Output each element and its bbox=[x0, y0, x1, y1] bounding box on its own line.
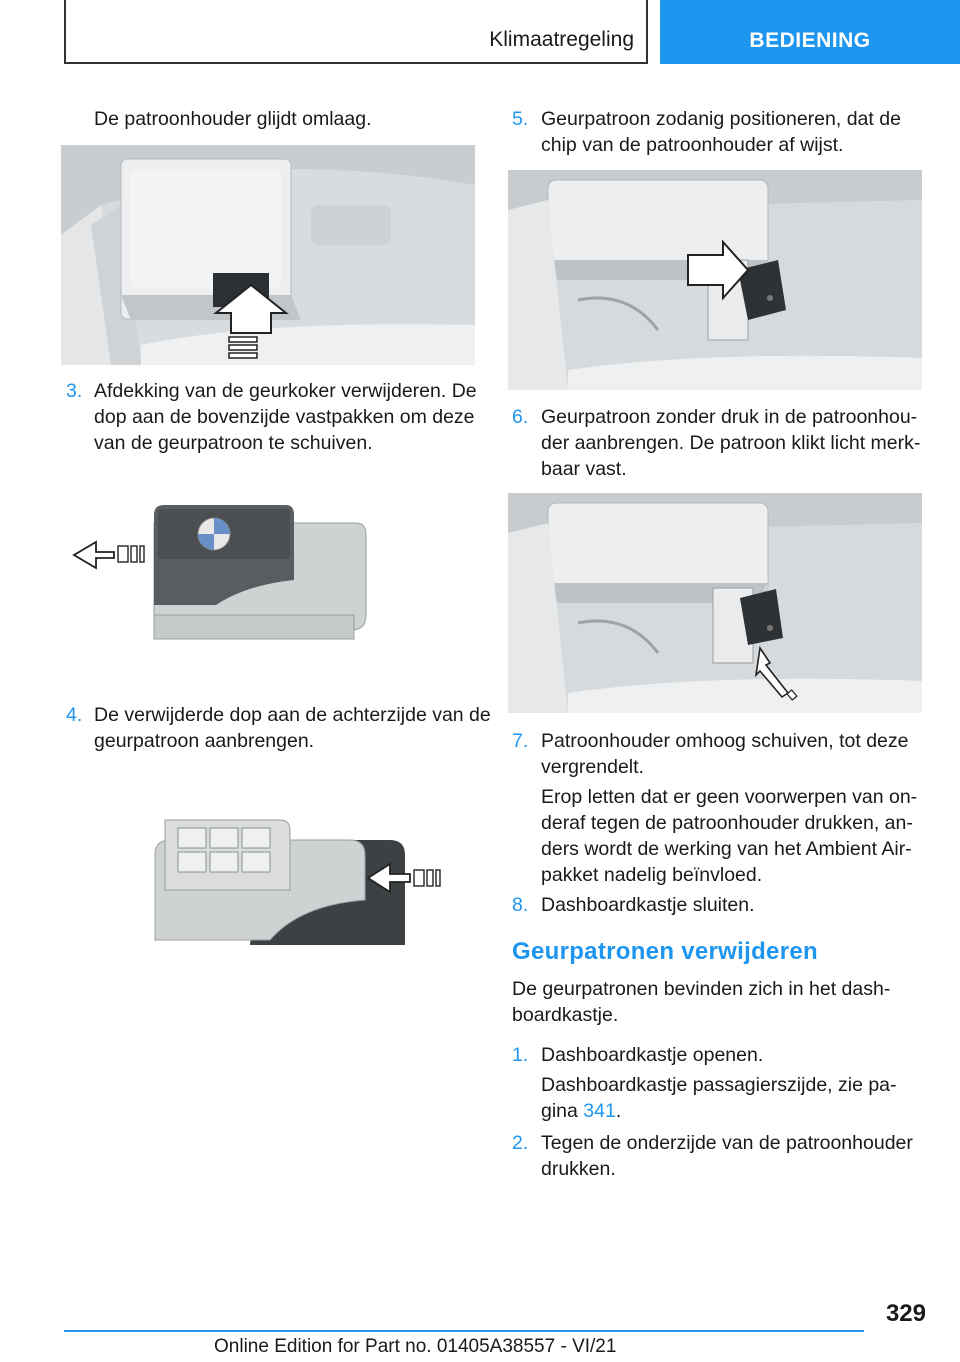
remove-step-1-note-line-2 bbox=[541, 1098, 621, 1124]
remove-step-1-text: Dashboardkastje openen. bbox=[541, 1044, 764, 1066]
step-6-line-2: der aanbrengen. De patroon klikt licht merk- bbox=[541, 432, 921, 454]
step-5-line-2: chip van de patroonhouder af wijst. bbox=[541, 134, 844, 156]
step-3-line-1: Afdekking van de geurkoker verwijderen. De bbox=[94, 380, 477, 402]
intro-paragraph-line-2: boardkastje. bbox=[512, 1004, 619, 1026]
remove-step-2-line-1: Tegen de onderzijde van de patroonhouder bbox=[541, 1132, 913, 1154]
step-6-number: 6. bbox=[512, 406, 529, 428]
step-7-line-1: Patroonhouder omhoog schuiven, tot deze bbox=[541, 730, 909, 752]
cartridge-cap-illustration bbox=[66, 495, 386, 660]
step-7-note-line-2: deraf tegen de patroonhouder drukken, an- bbox=[541, 812, 913, 834]
step-8-text: Dashboardkastje sluiten. bbox=[541, 894, 755, 916]
page-ref-prefix: gina bbox=[541, 1100, 584, 1122]
intro-text: De patroonhouder glijdt omlaag. bbox=[94, 108, 372, 130]
footer-rule bbox=[64, 1330, 864, 1332]
step-7-line-2: vergrendelt. bbox=[541, 756, 644, 778]
step-4-number: 4. bbox=[66, 704, 83, 726]
step-3-line-2: dop aan de bovenzijde vastpakken om deze bbox=[94, 406, 475, 428]
step-4-line-1: De verwijderde dop aan de achterzijde van de bbox=[94, 704, 491, 726]
header-box bbox=[64, 0, 648, 64]
step-7-number: 7. bbox=[512, 730, 529, 752]
section-heading: Geurpatronen verwijderen bbox=[512, 938, 818, 965]
remove-step-2-number: 2. bbox=[512, 1132, 529, 1154]
glovebox-photo-2 bbox=[508, 170, 922, 390]
step-6-line-1: Geurpatroon zonder druk in de patroonhou- bbox=[541, 406, 918, 428]
glovebox-photo-3 bbox=[508, 493, 922, 713]
page-number: 329 bbox=[885, 1300, 926, 1327]
step-7-note-line-4: pakket nadelig beïnvloed. bbox=[541, 864, 763, 886]
step-3-line-3: van de geurpatroon te schuiven. bbox=[94, 432, 373, 454]
step-5-number: 5. bbox=[512, 108, 529, 130]
remove-step-1-number: 1. bbox=[512, 1044, 529, 1066]
intro-paragraph-line-1: De geurpatronen bevinden zich in het dash- bbox=[512, 978, 891, 1000]
glovebox-photo-1 bbox=[61, 145, 475, 365]
cartridge-back-illustration bbox=[150, 800, 460, 965]
step-7-note-line-1: Erop letten dat er geen voorwerpen van on- bbox=[541, 786, 918, 808]
chapter-tab[interactable]: BEDIENING bbox=[660, 0, 960, 64]
step-3-number: 3. bbox=[66, 380, 83, 402]
remove-step-2-line-2: drukken. bbox=[541, 1158, 616, 1180]
step-5-line-1: Geurpatroon zodanig positioneren, dat de bbox=[541, 108, 901, 130]
step-4-line-2: geurpatroon aanbrengen. bbox=[94, 730, 315, 752]
remove-step-1-note-line-1: Dashboardkastje passagierszijde, zie pa- bbox=[541, 1074, 897, 1096]
footer-edition: Online Edition for Part no. 01405A38557 - VI/21 bbox=[214, 1336, 617, 1357]
step-6-line-3: baar vast. bbox=[541, 458, 627, 480]
page-ref-link[interactable]: 341 bbox=[583, 1100, 616, 1122]
step-7-note-line-3: ders wordt de werking van het Ambient Air- bbox=[541, 838, 912, 860]
page-ref-suffix: . bbox=[615, 1100, 622, 1122]
step-8-number: 8. bbox=[512, 894, 529, 916]
section-title: Klimaatregeling bbox=[489, 28, 634, 51]
